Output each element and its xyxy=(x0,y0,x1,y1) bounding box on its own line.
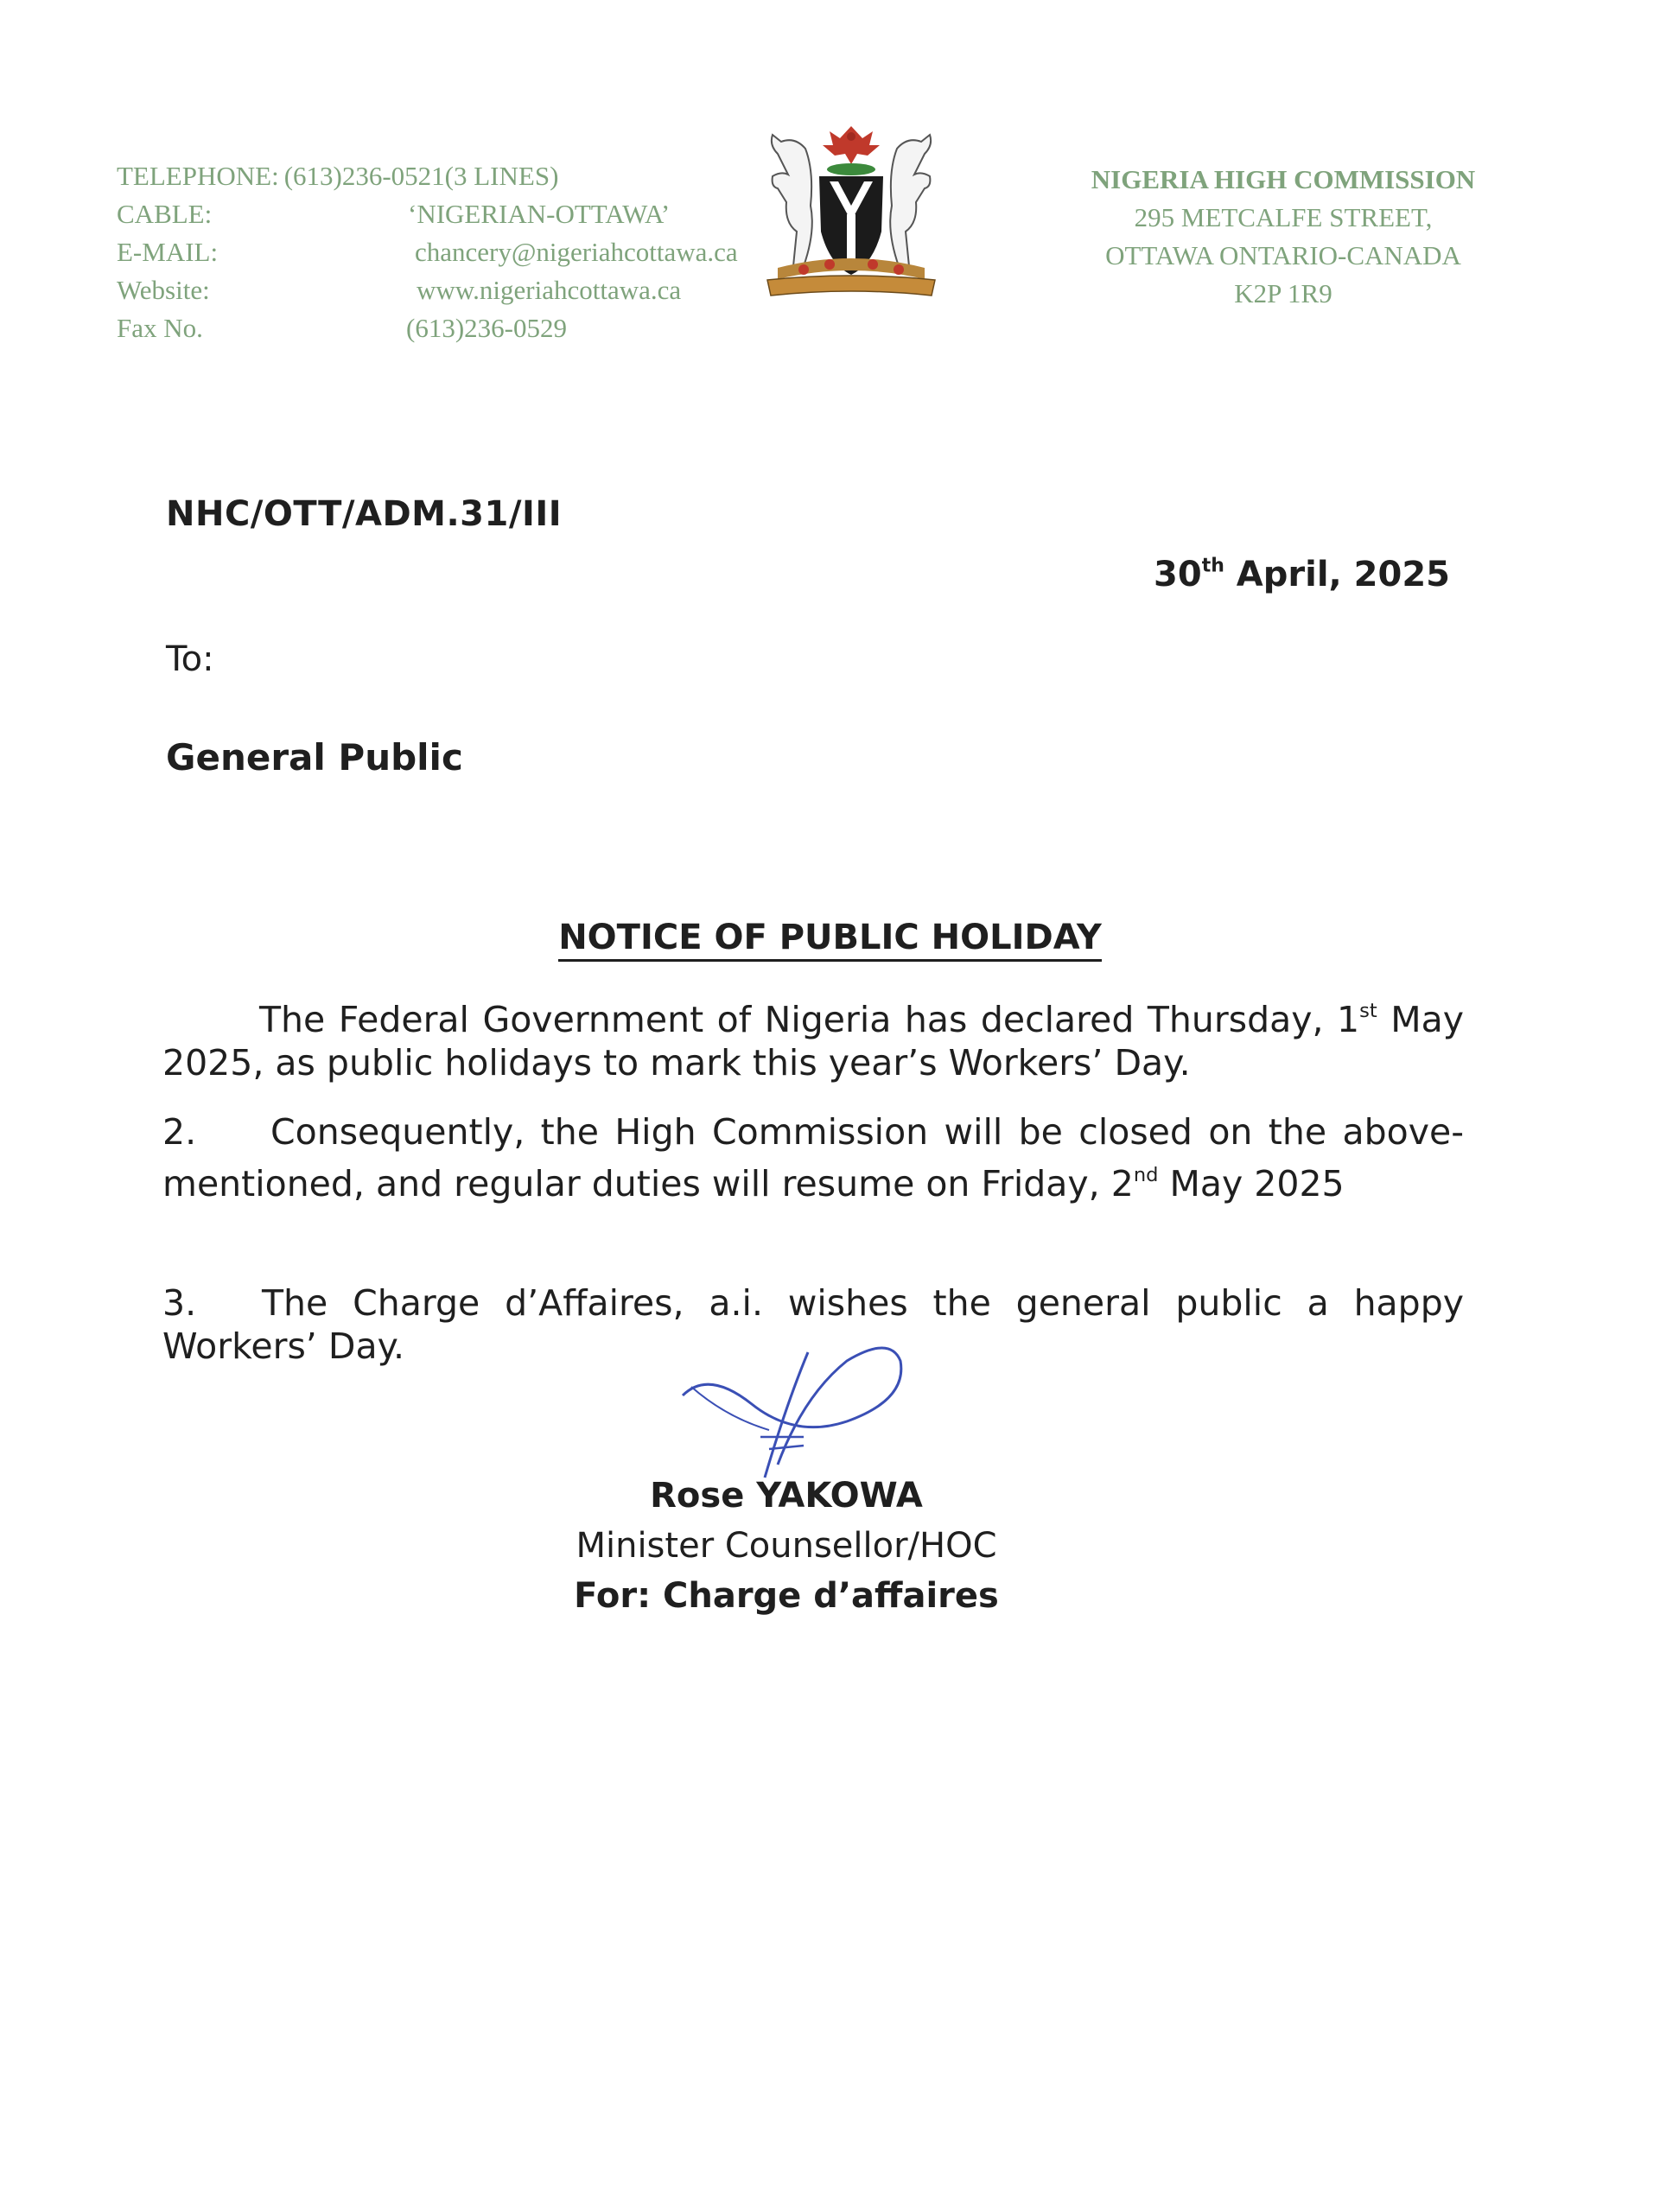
contact-label: TELEPHONE: xyxy=(117,161,279,191)
contact-label: E-MAIL: xyxy=(117,237,219,267)
contact-cable xyxy=(117,195,738,233)
signatory-block xyxy=(536,1471,1037,1621)
ordinal-suffix: st xyxy=(1359,1000,1377,1022)
contact-label: Website: xyxy=(117,275,210,305)
date-rest: April, 2025 xyxy=(1224,555,1450,594)
contact-label: Fax No. xyxy=(117,313,203,343)
signatory-title: Minister Counsellor/HOC xyxy=(576,1526,997,1566)
contact-label: CABLE: xyxy=(117,199,213,229)
date-day: 30 xyxy=(1154,555,1202,594)
paragraph-1-text-cont: May 2025, as public holidays to mark this year’s Workers’ Day. xyxy=(162,998,1465,1084)
signatory-name: Rose YAKOWA xyxy=(650,1476,923,1516)
address-postal: K2P 1R9 xyxy=(1234,278,1332,308)
contact-block xyxy=(117,157,738,347)
paragraph-1-text: The Federal Government of Nigeria has declared Thursday, 1 xyxy=(259,998,1360,1040)
notice-heading-text: NOTICE OF PUBLIC HOLIDAY xyxy=(558,918,1102,962)
paragraph-1 xyxy=(162,989,1464,1084)
reference-number: NHC/OTT/ADM.31/III xyxy=(166,494,563,534)
signatory-for: For: Charge d’affaires xyxy=(574,1576,999,1616)
contact-value: www.nigeriahcottawa.ca xyxy=(417,275,682,305)
contact-value: chancery@nigeriahcottawa.ca xyxy=(415,237,738,267)
paragraph-2 xyxy=(162,1110,1464,1205)
address-street: 295 METCALFE STREET, xyxy=(1134,202,1433,232)
address-block xyxy=(1024,161,1542,313)
contact-value: (613)236-0529 xyxy=(406,313,567,343)
contact-telephone xyxy=(117,157,738,195)
contact-value: (613)236-0521(3 LINES) xyxy=(283,161,559,191)
paragraph-3-text: The Charge d’Affaires, a.i. wishes the general public a happy Workers’ Day. xyxy=(162,1282,1464,1367)
date-suffix: th xyxy=(1201,555,1224,577)
contact-value: ‘NIGERIAN-OTTAWA’ xyxy=(408,199,671,229)
contact-website xyxy=(117,271,738,309)
contact-fax xyxy=(117,309,738,347)
contact-email xyxy=(117,233,738,271)
paragraph-number: 2. xyxy=(162,1111,197,1153)
paragraph-number: 3. xyxy=(162,1282,197,1324)
recipient: General Public xyxy=(166,736,463,779)
commission-name: NIGERIA HIGH COMMISSION xyxy=(1091,164,1476,194)
signature-icon xyxy=(674,1335,916,1482)
paragraph-2-text-cont: May 2025 xyxy=(1158,1162,1345,1205)
notice-heading xyxy=(0,918,1660,957)
ordinal-suffix: nd xyxy=(1133,1164,1159,1186)
letter-date xyxy=(1154,555,1450,594)
to-label: To: xyxy=(166,639,214,679)
address-city: OTTAWA ONTARIO-CANADA xyxy=(1105,240,1461,270)
coat-of-arms-icon xyxy=(743,119,959,309)
paragraph-2-text: Consequently, the High Commission will be closed on the above-mentioned, and regular duties will resume on Friday, 2 xyxy=(162,1111,1464,1205)
